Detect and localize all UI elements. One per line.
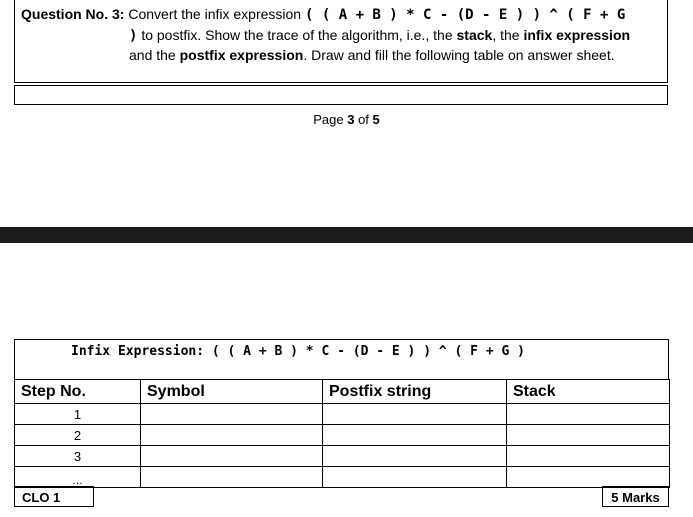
- question-the-word: , the: [492, 27, 520, 43]
- trace-header-row: [15, 380, 670, 404]
- header-stack: Stack: [507, 380, 670, 404]
- page-prefix: Page: [313, 112, 344, 127]
- table-row: [15, 446, 670, 467]
- question-postfix-word: postfix expression: [179, 47, 304, 63]
- table-row: [15, 404, 670, 425]
- answer-strip: [14, 85, 668, 105]
- step-cell: 2: [15, 425, 141, 446]
- question-infix-word: infix expression: [523, 27, 631, 43]
- question-and-the: and the: [129, 47, 176, 63]
- stack-cell: [507, 425, 670, 446]
- question-intro: Convert the infix expression: [128, 6, 302, 22]
- symbol-cell: [141, 425, 323, 446]
- question-line-3: [129, 47, 615, 63]
- step-cell: 3: [15, 446, 141, 467]
- question-box: [14, 0, 668, 83]
- question-label: Question No. 3:: [21, 6, 125, 22]
- infix-expression-box: [14, 339, 669, 379]
- question-stack-word: stack: [456, 27, 493, 43]
- postfix-cell: [323, 467, 507, 488]
- postfix-cell: [323, 446, 507, 467]
- step-cell: 1: [15, 404, 141, 425]
- question-line-1: [21, 6, 625, 23]
- question-to-postfix: to postfix. Show the trace of the algorithm, i.e., the: [141, 27, 453, 43]
- question-ending: . Draw and fill the following table on answer sheet.: [303, 47, 615, 63]
- postfix-cell: [323, 425, 507, 446]
- table-row: [15, 425, 670, 446]
- question-expression-part2: ): [129, 28, 138, 44]
- stack-cell: [507, 446, 670, 467]
- question-line-2: [129, 27, 630, 44]
- stack-cell: [507, 404, 670, 425]
- page-separator: [0, 227, 693, 243]
- page-current: 3: [347, 112, 355, 127]
- table-row: [15, 467, 670, 488]
- marks-label: 5 Marks: [602, 486, 669, 507]
- symbol-cell: [141, 404, 323, 425]
- infix-expression-label: Infix Expression: ( ( A + B ) * C - (D - E ) ) ^ ( F + G ): [71, 344, 525, 359]
- header-postfix-string: Postfix string: [323, 380, 507, 404]
- postfix-cell: [323, 404, 507, 425]
- step-cell-ellipsis: …: [15, 467, 141, 488]
- page-number: [0, 112, 693, 127]
- header-step-no: Step No.: [15, 380, 141, 404]
- symbol-cell: [141, 467, 323, 488]
- symbol-cell: [141, 446, 323, 467]
- clo-label: CLO 1: [14, 486, 94, 507]
- stack-cell: [507, 467, 670, 488]
- page-of: of: [358, 112, 369, 127]
- page-total: 5: [372, 112, 380, 127]
- trace-table: [14, 379, 670, 488]
- question-expression-part1: ( ( A + B ) * C - (D - E ) ) ^ ( F + G: [305, 7, 626, 23]
- header-symbol: Symbol: [141, 380, 323, 404]
